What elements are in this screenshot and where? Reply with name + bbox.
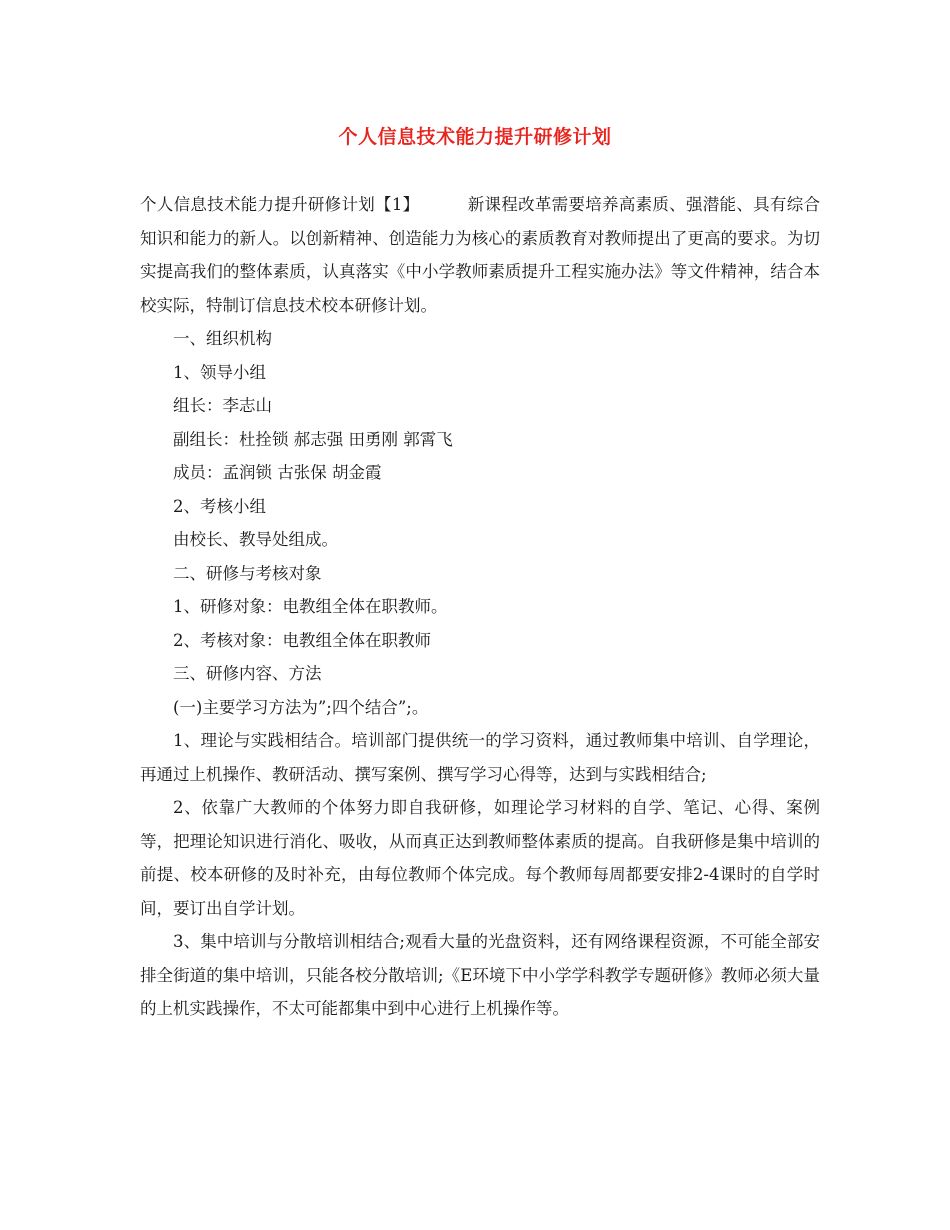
subheading-leadership-group: 1、领导小组 <box>173 362 266 382</box>
method-paragraph-3: 3、集中培训与分散培训相结合;观看大量的光盘资料，还有网络课程资源，不可能全部安排全街道的集中培训，只能各校分散培训;《E环境下中小学学科教学专题研修》教师必须大量的上机实践操作，不太可能都集中到中心进行上机操作等。 <box>140 932 820 1018</box>
section-heading-content-methods: 三、研修内容、方法 <box>173 664 322 683</box>
methods-intro-line: (一)主要学习方法为”;四个结合”;。 <box>173 697 429 717</box>
members-line: 成员：孟润锁 古张保 胡金霞 <box>173 463 382 482</box>
intro-lead: 个人信息技术能力提升研修计划【1】 <box>140 195 420 214</box>
subheading-assessment-group: 2、考核小组 <box>173 496 266 516</box>
leader-line: 组长：李志山 <box>173 396 272 415</box>
study-target-line: 1、研修对象：电教组全体在职教师。 <box>173 597 448 616</box>
deputy-leaders-line: 副组长：杜拴锁 郝志强 田勇刚 郭霄飞 <box>173 429 453 449</box>
section-heading-targets: 二、研修与考核对象 <box>173 563 322 583</box>
intro-paragraph <box>140 188 820 322</box>
method-paragraph-2: 2、依靠广大教师的个体努力即自我研修，如理论学习材料的自学、笔记、心得、案例等，把理论知识进行消化、吸收，从而真正达到教师整体素质的提高。自我研修是集中培训的前提、校本研修的及时补充，由每位教师个体完成。每个教师每周都要安排2-4课时的自学时间，要订出自学计划。 <box>140 798 820 918</box>
document-body <box>140 188 820 1026</box>
assessment-group-line: 由校长、教导处组成。 <box>173 530 338 549</box>
document-title: 个人信息技术能力提升研修计划 <box>338 126 612 148</box>
section-heading-organization: 一、组织机构 <box>173 329 272 348</box>
intro-text: 新课程改革需要培养高素质、强潜能、具有综合知识和能力的新人。以创新精神、创造能力为核心的素质教育对教师提出了更高的要求。为切实提高我们的整体素质，认真落实《中小学教师素质提升工程实施办法》等文件精神，结合本校实际，特制订信息技术校本研修计划。 <box>140 195 821 315</box>
assessment-target-line: 2、考核对象：电教组全体在职教师 <box>173 630 431 650</box>
method-paragraph-1: 1、理论与实践相结合。培训部门提供统一的学习资料，通过教师集中培训、自学理论，再通过上机操作、教研活动、撰写案例、撰写学习心得等，达到与实践相结合; <box>140 731 820 784</box>
